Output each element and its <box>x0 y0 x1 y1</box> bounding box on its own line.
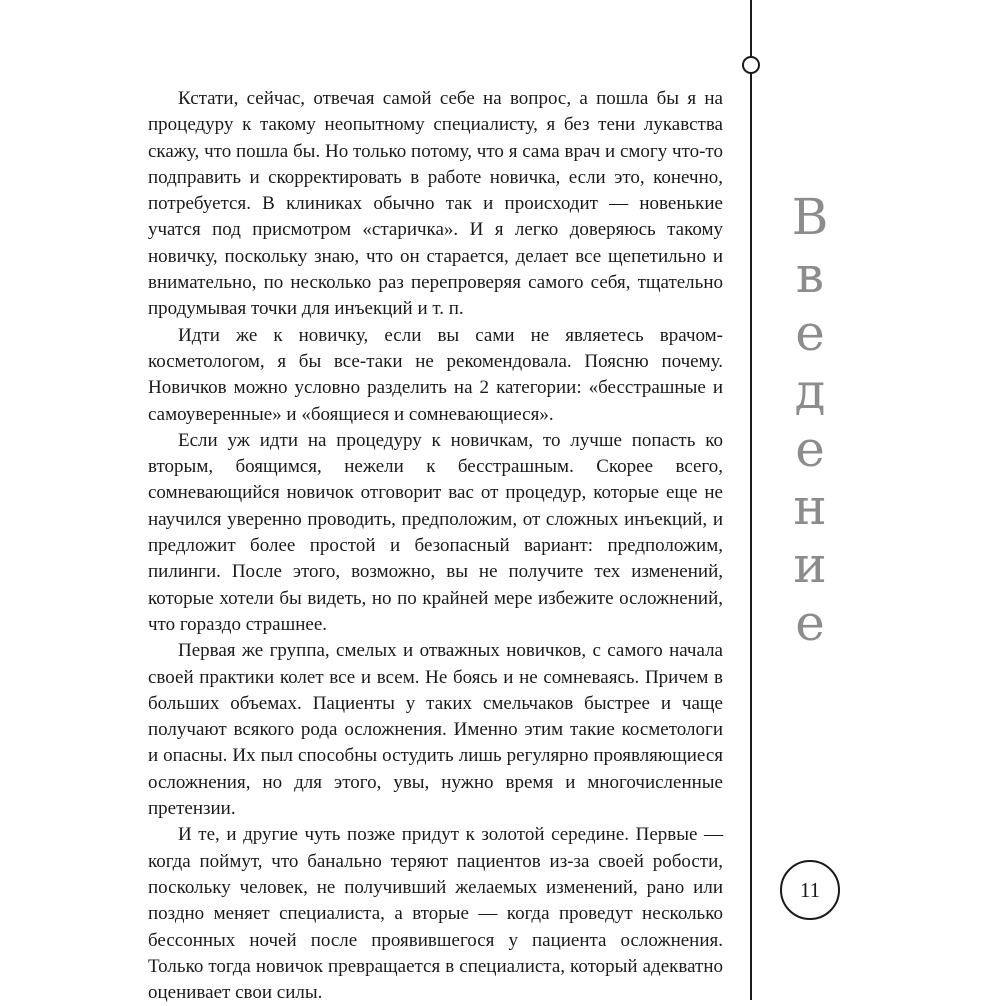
chapter-title-letter: е <box>795 594 825 652</box>
paragraph-2: Идти же к новичку, если вы сами не являетесь врачом-косметологом, я бы все-таки не рекомендовала. Поясню почему. Новичков можно условно разделить на 2 категории: «бесстрашные и самоуверенные» и «боящиеся и сомневающиеся». <box>148 324 723 425</box>
chapter-title-letter: в <box>795 246 825 304</box>
margin-rule <box>750 0 752 1000</box>
paragraph-4: Первая же группа, смелых и отважных новичков, с самого начала своей практики колет все и всем. Не боясь и не сомневаясь. Причем в больших объемах. Пациенты у таких смельчаков быстрее и чаще получают всякого рода осложнения. Именно этим такие косметологи и опасны. Их пыл способны остудить лишь регулярно проявляющиеся осложнения, но для этого, увы, нужно время и многочисленные претензии. <box>148 640 723 820</box>
chapter-title-letter: е <box>795 420 825 478</box>
chapter-title-letter: и <box>793 536 827 594</box>
paragraph-1: Кстати, сейчас, отвечая самой себе на вопрос, а пошла бы я на процедуру к такому неопытному специалисту, я без тени лукавства скажу, что пошла бы. Но только потому, что я сама врач и смогу что-то подправить и скорректировать в работе новичка, если это, конечно, потребуется. В клиниках обычно так и происходит — новенькие учатся под присмотром «старичка». И я легко доверяюсь такому новичку, поскольку знаю, что он старается, делает все щепетильно и внимательно, по несколько раз перепроверяя самого себя, тщательно продумывая точки для инъекций и т. п. <box>148 88 723 320</box>
page-number-badge <box>780 860 840 920</box>
chapter-title-vertical <box>782 188 838 652</box>
body-text <box>148 86 723 1006</box>
chapter-title-letter: е <box>795 304 825 362</box>
chapter-title-letter: д <box>794 362 826 420</box>
paragraph-3: Если уж идти на процедуру к новичкам, то лучше попасть ко вторым, боящимся, нежели к бесстрашным. Скорее всего, сомневающийся новичок отговорит вас от процедур, которые еще не научился уверенно проводить, предположим, от сложных инъекций, и предложит более простой и безопасный вариант: предположим, пилинги. После этого, возможно, вы не получите тех изменений, которые хотели бы видеть, но по крайней мере избежите осложнений, что гораздо страшнее. <box>148 429 723 635</box>
margin-rule-ring <box>742 56 760 74</box>
paragraph-5: И те, и другие чуть позже придут к золотой середине. Первые — когда поймут, что банально теряют пациентов из-за своей робости, поскольку человек, не получивший желаемых изменений, рано или поздно меняет специалиста, а вторые — когда проведут несколько бессонных ночей после проявившегося у пациента осложнения. Только тогда новичок превращается в специалиста, который адекватно оценивает свои силы. <box>148 824 723 1004</box>
page-number: 11 <box>799 877 821 902</box>
chapter-title-letter: В <box>791 188 829 246</box>
chapter-title-letter: н <box>793 478 827 536</box>
